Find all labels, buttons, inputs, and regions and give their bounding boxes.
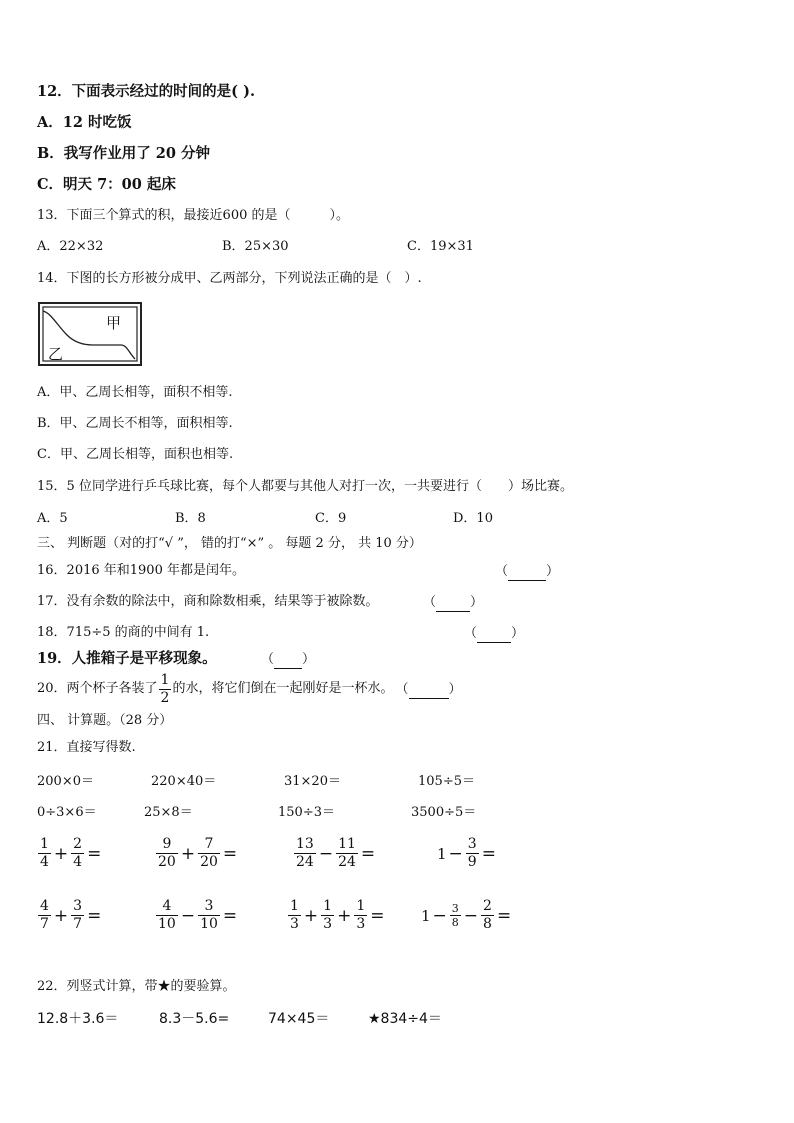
fraction-one-half [159,672,172,707]
denominator: 7 [40,916,49,932]
fraction [71,898,84,933]
fraction [38,898,51,933]
q17-answer-box[interactable] [423,593,483,612]
denominator: 2 [160,689,170,706]
answer-blank[interactable] [508,562,546,581]
denominator: 8 [451,916,459,929]
frac-calc-5 [37,898,103,933]
vertical-calc-1: 12.8＋3.6＝ [37,1011,119,1027]
paren-right: ） [511,626,525,641]
denominator: 10 [200,916,218,932]
frac-calc-3 [293,836,377,871]
numerator: 1 [323,898,333,914]
operator: − [180,905,196,926]
q20-answer-box[interactable] [395,680,461,699]
operator: + [53,905,69,926]
operator: + [303,905,319,926]
vertical-calc-3: 74×45＝ [268,1011,330,1027]
q12-option-c: C．明天 7：00 起床 [37,176,176,193]
numerator: 11 [338,836,356,852]
frac-calc-6 [155,898,239,933]
q13-stem: 13．下面三个算式的积，最接近600 的是（ ）。 [37,208,349,223]
paren-left: （ [464,626,478,641]
paren-left: （ [395,681,409,697]
q20-text-pre: 20．两个杯子各装了 [37,681,158,696]
equals-sign: = [222,905,238,926]
section3-title: 三、 判断题（对的打“√ ”， 错的打“×” 。 每题 2 分， 共 10 分） [37,536,422,551]
numerator: 4 [40,898,49,914]
denominator: 8 [483,916,492,932]
q16-text: 16．2016 年和1900 年都是闰年。 [37,563,245,578]
q15-option-d: D．10 [453,511,493,526]
q22-stem: 22．列竖式计算，带★的要验算。 [37,979,236,994]
paren-right: ） [470,595,484,610]
q21-stem: 21．直接写得数. [37,740,136,755]
numerator: 2 [73,836,83,852]
q20-text-post: 的水，将它们倒在一起刚好是一杯水。 [172,681,394,696]
fraction [294,836,316,871]
paren-right: ） [302,652,316,667]
numerator: 3 [204,898,214,914]
equals-sign: = [370,905,385,926]
numerator: 4 [162,898,172,914]
fraction [198,836,220,871]
paren-left: （ [261,652,275,667]
q12-option-b: B．我写作业用了 20 分钟 [37,145,211,162]
denominator: 4 [73,854,83,870]
denominator: 24 [296,854,314,870]
vertical-calc-2: 8.3－5.6= [159,1011,230,1027]
denominator: 4 [40,854,49,870]
equals-sign: = [87,843,102,864]
equals-sign: = [87,905,102,926]
fraction [321,898,334,933]
fraction [156,836,178,871]
numerator: 3 [467,836,477,852]
fraction [354,898,367,933]
figure-label-yi: 乙 [48,345,64,363]
operator: − [463,905,479,926]
numerator: 3 [451,902,459,915]
fraction [156,898,178,933]
paren-left: （ [423,595,437,610]
q12-option-a: A．12 时吃饭 [37,114,132,131]
whole-number: 1 [421,906,431,925]
numerator: 7 [204,836,214,852]
q15-stem: 15．5 位同学进行乒乓球比赛，每个人都要与其他人对打一次，一共要进行（ ）场比赛。 [37,479,573,494]
calc-r2-c4: 3500÷5＝ [411,805,477,820]
operator: + [53,843,69,864]
paren-left: （ [495,564,509,579]
frac-calc-8 [421,898,513,933]
calc-r1-c3: 31×20＝ [284,774,341,789]
calc-r2-c1: 0÷3×6＝ [37,805,97,820]
numerator: 1 [160,671,170,688]
vertical-calc-4: ★834÷4＝ [368,1011,442,1027]
q14-option-c: C．甲、乙周长相等，面积也相等. [37,447,234,462]
denominator: 9 [467,854,477,870]
q19-text: 19．人推箱子是平移现象。 [37,650,217,667]
denominator: 3 [290,916,299,932]
q15-option-c: C．9 [315,511,347,526]
operator: + [337,905,352,926]
answer-blank[interactable] [409,680,449,699]
denominator: 20 [200,854,218,870]
equals-sign: = [481,843,496,864]
calc-r2-c2: 25×8＝ [144,805,193,820]
numerator: 9 [162,836,172,852]
fraction [71,836,84,871]
fraction [288,898,301,933]
q13-option-a: A．22×32 [37,239,104,254]
q18-answer-box[interactable] [464,624,524,643]
denominator: 24 [338,854,356,870]
numerator: 1 [40,836,49,852]
operator: − [448,843,463,864]
denominator: 3 [323,916,333,932]
figure-label-jia: 甲 [106,314,122,332]
q14-rectangle-figure [37,301,143,367]
fraction [198,898,220,933]
q14-option-a: A．甲、乙周长相等，面积不相等. [37,385,233,400]
operator: − [432,905,447,926]
q14-stem: 14．下图的长方形被分成甲、乙两部分，下列说法正确的是（ ）. [37,271,422,286]
calc-r2-c3: 150÷3＝ [278,805,335,820]
fraction [38,836,51,871]
q19-answer-box[interactable] [261,650,315,669]
fraction [450,902,461,929]
q13-option-c: C．19×31 [407,239,474,254]
denominator: 10 [158,916,176,932]
calc-r1-c2: 220×40＝ [151,774,217,789]
denominator: 20 [158,854,176,870]
operator: + [180,843,196,864]
numerator: 1 [356,898,366,914]
q13-option-b: B．25×30 [222,239,289,254]
q15-option-b: B．8 [175,511,206,526]
numerator: 13 [296,836,314,852]
equals-sign: = [360,843,376,864]
equals-sign: = [496,905,512,926]
frac-calc-7 [287,898,387,933]
frac-calc-1 [37,836,103,871]
fraction [336,836,358,871]
whole-number: 1 [437,844,447,863]
q20-line [37,672,462,706]
q18-text: 18．715÷5 的商的中间有 1. [37,625,210,640]
frac-calc-4 [437,836,498,871]
paren-right: ） [448,681,462,697]
denominator: 3 [356,916,366,932]
answer-blank[interactable] [274,650,302,669]
calc-r1-c1: 200×0＝ [37,774,94,789]
paren-right: ） [546,564,560,579]
answer-blank[interactable] [436,593,470,612]
equals-sign: = [222,843,238,864]
fraction [466,836,479,871]
answer-blank[interactable] [477,624,511,643]
numerator: 2 [483,898,492,914]
numerator: 1 [290,898,299,914]
operator: − [318,843,334,864]
q14-option-b: B．甲、乙周长不相等，面积相等. [37,416,233,431]
denominator: 7 [73,916,83,932]
section4-title: 四、 计算题。（28 分） [37,713,173,728]
frac-calc-2 [155,836,239,871]
fraction [481,898,494,933]
calc-r1-c4: 105÷5＝ [418,774,475,789]
q16-answer-box[interactable] [495,562,559,581]
q17-text: 17．没有余数的除法中，商和除数相乘，结果等于被除数。 [37,594,379,609]
q12-stem: 12．下面表示经过的时间的是( ). [37,83,255,100]
q15-option-a: A．5 [37,511,68,526]
numerator: 3 [73,898,83,914]
